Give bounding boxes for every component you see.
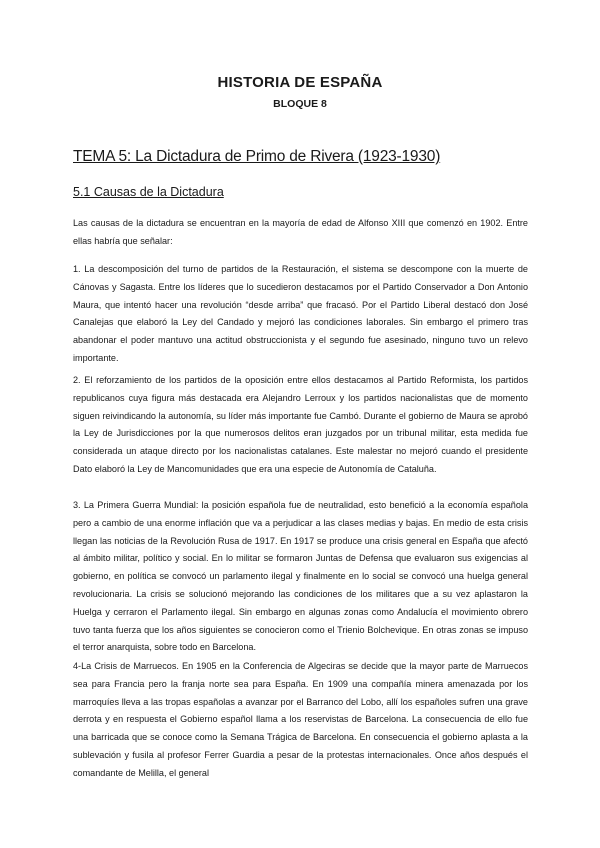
section-heading: 5.1 Causas de la Dictadura: [73, 185, 224, 199]
document-subtitle: BLOQUE 8: [273, 98, 327, 110]
paragraph-cause-2: 2. El reforzamiento de los partidos de la oposición entre ellos destacamos al Partido Reformista, los partidos republicanos cuya figura más destacada era Alejandro Lerroux y los partidos nacionalistas que de momento siguen reivindicando la autonomía, su líder más importante fue Cambó. Durante el gobierno de Maura se aprobó la Ley de Jurisdicciones por la que numerosos delitos eran juzgados por un tribunal militar, esta medida fue considerada un ataque directo por los nacionalistas catalanes. Este malestar no mejoró cuando el presidente Dato elaboró la Ley de Mancomunidades que era una especie de Autonomía de Cataluña.: [73, 375, 528, 474]
paragraph-cause-3: 3. La Primera Guerra Mundial: la posición española fue de neutralidad, esto benefició a la economía española pero a cambio de una enorme inflación que va a perjudicar a las clases medias y bajas. En medio de esta crisis llegan las noticias de la Revolución Rusa de 1917. En 1917 se produce una crisis general en España que afectó al ámbito militar, político y social. En lo militar se formaron Juntas de Defensa que evaluaron sus exigencias al gobierno, en política se convocó un parlamento ilegal y finalmente en lo social se convocó una huelga general revolucionaria. La crisis se solucionó mejorando las condiciones de los militares que a su vez aplastaron la Huelga y cerraron el Parlamento ilegal. Sin embargo en algunas zonas como Andalucía el movimiento obrero tuvo tanta fuerza que los años siguientes se conocieron como el Trienio Bolchevique. En otras zonas se impuso el terror anarquista, sobre todo en Barcelona.: [73, 500, 528, 653]
paragraph-cause-1: 1. La descomposición del turno de partidos de la Restauración, el sistema se descompone con la muerte de Cánovas y Sagasta. Entre los líderes que lo sucedieron destacamos por el Partido Conservador a Don Antonio Maura, que intentó hacer una revolución “desde arriba” que fracasó. Por el Partido Liberal destacó don José Canalejas que elaboró la Ley del Candado y mejoró las condiciones laborales. Sin embargo el primero tras abandonar el poder mantuvo una actitud obstruccionista y el segundo fue asesinado, ninguno tuvo un relevo importante.: [73, 264, 528, 363]
document-title: HISTORIA DE ESPAÑA: [217, 74, 383, 91]
topic-heading: TEMA 5: La Dictadura de Primo de Rivera (1923-1930): [73, 148, 441, 165]
paragraph-intro: Las causas de la dictadura se encuentran en la mayoría de edad de Alfonso XIII que comenzó en 1902. Entre ellas habría que señalar:: [73, 218, 528, 246]
paragraph-cause-4: 4-La Crisis de Marruecos. En 1905 en la Conferencia de Algeciras se decide que la mayor parte de Marruecos sea para Francia pero la franja norte sea para España. En 1909 una compañía minera amenazada por los marroquíes lleva a las tropas españolas a avanzar por el Barranco del Lobo, allí los españoles sufren una grave derrota y en respuesta el Gobierno español llama a los reservistas de Barcelona. La consecuencia de ello fue una barricada que se conoce como la Semana Trágica de Barcelona. En consecuencia el gobierno aplasta a la sublevación y fusila al profesor Ferrer Guardia a pesar de la protestas internacionales. Once años después el comandante de Melilla, el general: [73, 661, 528, 778]
